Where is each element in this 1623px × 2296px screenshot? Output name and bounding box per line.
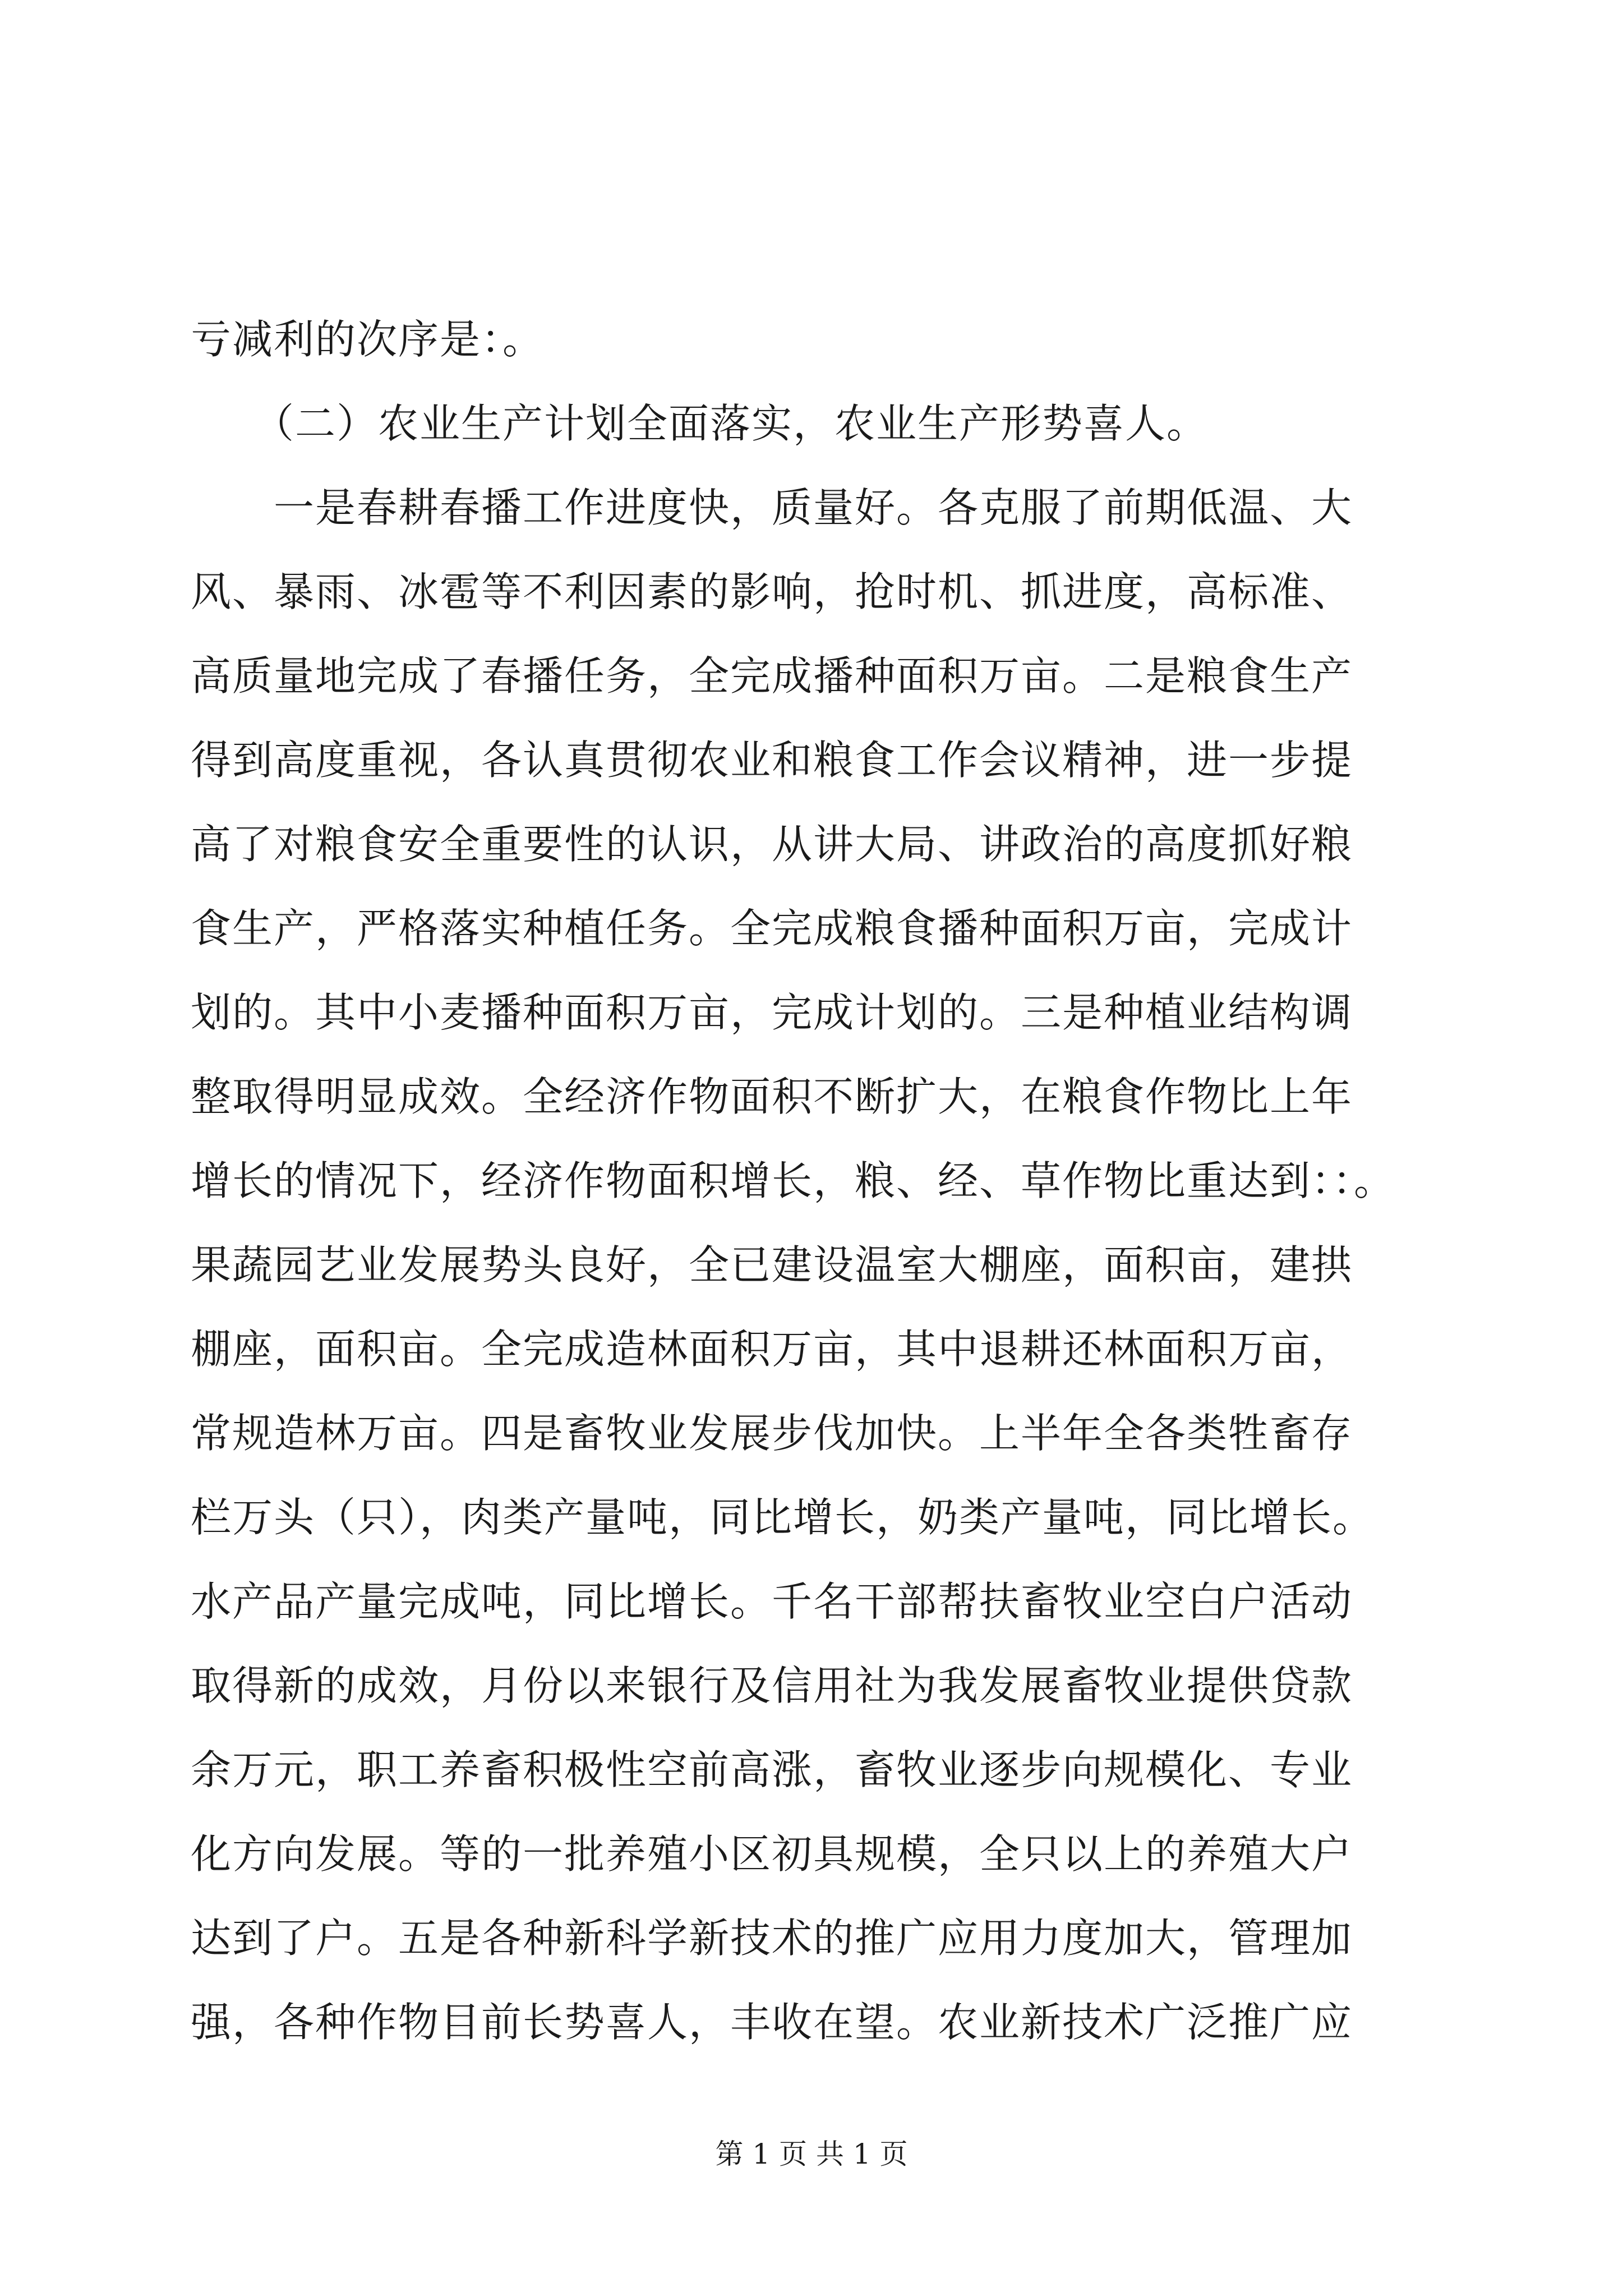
text-line: 常规造林万亩。四是畜牧业发展步伐加快。上半年全各类牲畜存 (191, 1410, 1353, 1457)
text-line: 划的。其中小麦播种面积万亩，完成计划的。三是种植业结构调 (191, 989, 1353, 1036)
page-footer (0, 2132, 1623, 2177)
section-heading: （二）农业生产计划全面落实，农业生产形势喜人。 (191, 400, 1209, 447)
text-line: 整取得明显成效。全经济作物面积不断扩大，在粮食作物比上年 (191, 1073, 1353, 1120)
text-line: 一是春耕春播工作进度快，质量好。各克服了前期低温、大 (191, 484, 1353, 531)
text-line: 棚座，面积亩。全完成造林面积万亩，其中退耕还林面积万亩， (191, 1326, 1353, 1373)
text-line: 取得新的成效，月份以来银行及信用社为我发展畜牧业提供贷款 (191, 1662, 1353, 1709)
text-line: 果蔬园艺业发展势头良好，全已建设温室大棚座，面积亩，建拱 (191, 1241, 1353, 1289)
page-number: 第 1 页 共 1 页 (715, 2138, 908, 2170)
text-line: 化方向发展。等的一批养殖小区初具规模，全只以上的养殖大户 (191, 1830, 1353, 1878)
text-line: 高质量地完成了春播任务，全完成播种面积万亩。二是粮食生产 (191, 652, 1353, 700)
text-line: 食生产，严格落实种植任务。全完成粮食播种面积万亩，完成计 (191, 905, 1353, 952)
text-line: 增长的情况下，经济作物面积增长，粮、经、草作物比重达到：：。 (191, 1157, 1396, 1204)
text-line: 水产品产量完成吨，同比增长。千名干部帮扶畜牧业空白户活动 (191, 1578, 1353, 1625)
text-line: 余万元，职工养畜积极性空前高涨，畜牧业逐步向规模化、专业 (191, 1746, 1353, 1793)
text-line: 高了对粮食安全重要性的认识，从讲大局、讲政治的高度抓好粮 (191, 821, 1353, 868)
text-line: 栏万头（只），肉类产量吨，同比增长，奶类产量吨，同比增长。 (191, 1494, 1375, 1541)
text-line: 达到了户。五是各种新科学新技术的推广应用力度加大，管理加 (191, 1915, 1353, 1962)
text-line: 得到高度重视，各认真贯彻农业和粮食工作会议精神，进一步提 (191, 737, 1353, 784)
body-text (191, 297, 1447, 2064)
text-line: 强，各种作物目前长势喜人，丰收在望。农业新技术广泛推广应 (191, 1999, 1353, 2046)
text-line: 风、暴雨、冰雹等不利因素的影响，抢时机、抓进度，高标准、 (191, 568, 1353, 615)
text-line: 亏减利的次序是：。 (191, 316, 545, 363)
